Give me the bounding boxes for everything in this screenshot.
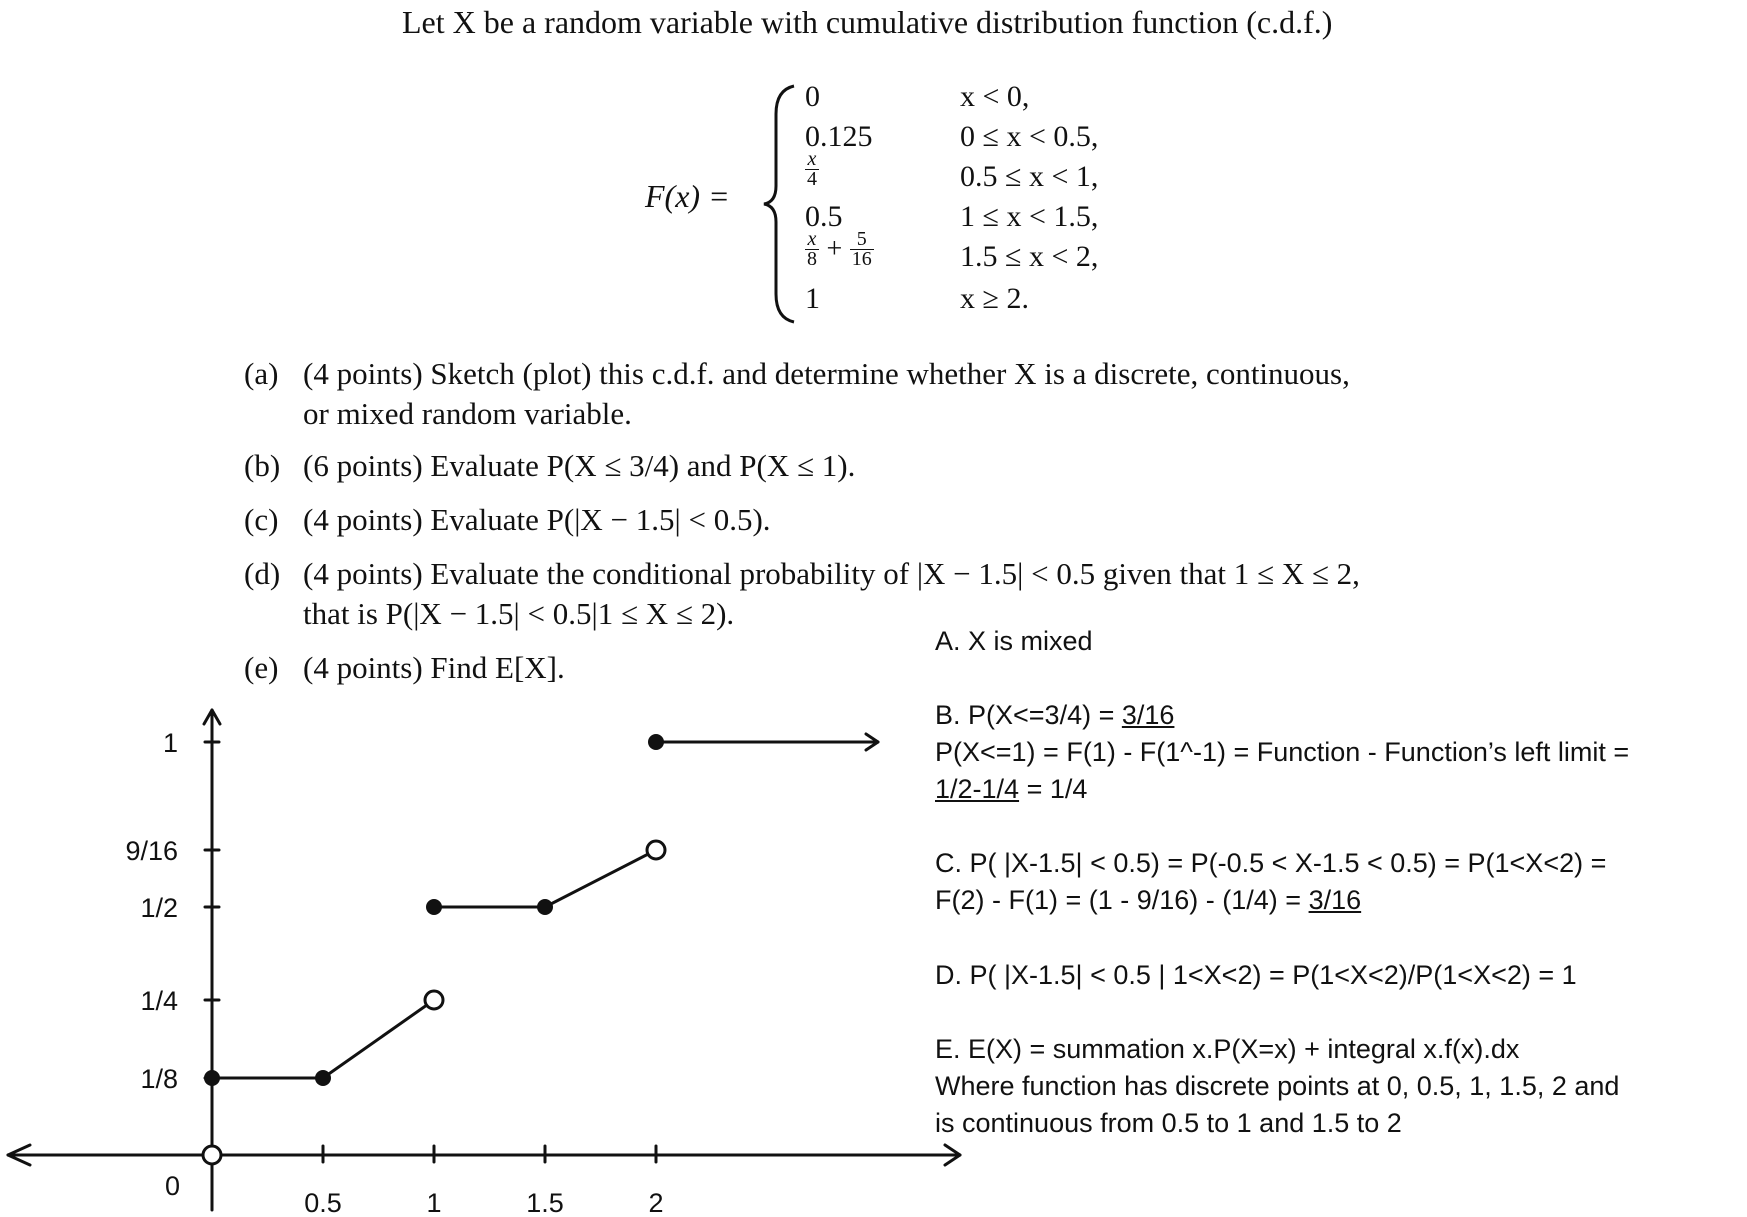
question-a	[0, 356, 1747, 436]
question-d	[0, 556, 1747, 636]
question-a-line2: or mixed random variable.	[303, 396, 632, 431]
cdf-sketch-chart	[0, 700, 980, 1217]
question-e-line1: (4 points) Find E[X].	[303, 650, 565, 685]
answer-b-line2: P(X<=1) = F(1) - F(1^-1) = Function - Function’s left limit =	[935, 737, 1630, 767]
chart-axes	[8, 710, 960, 1210]
y-tick-label: 1/4	[140, 986, 178, 1016]
segment-ramp-x-over-8	[545, 850, 656, 907]
case-condition-2: 0 ≤ x < 0.5,	[960, 120, 1099, 153]
question-e	[0, 650, 900, 690]
question-e-label: (e)	[244, 650, 279, 685]
cases-brace	[760, 84, 800, 324]
case-value-5: $\frac{x}{8}$ + $\frac{5}{16}$	[807, 228, 872, 270]
case-condition-4: 1 ≤ x < 1.5,	[960, 200, 1099, 233]
cdf-label: F(x) =	[645, 178, 730, 214]
problem-intro: Let X be a random variable with cumulative distribution function (c.d.f.)	[402, 4, 1333, 40]
answer-c-result: 3/16	[1308, 885, 1362, 915]
answer-b-result: 3/16	[1121, 700, 1175, 730]
question-c-label: (c)	[244, 502, 279, 537]
question-d-line1: (4 points) Evaluate the conditional probability of |X − 1.5| < 0.5 given that 1 ≤ X ≤ 2,	[303, 556, 1360, 591]
case-value-4: 0.5	[805, 200, 843, 233]
closed-point	[426, 899, 442, 915]
closed-point	[537, 899, 553, 915]
y-tick-label: 1/8	[140, 1064, 178, 1094]
case-condition-5: 1.5 ≤ x < 2,	[960, 240, 1099, 273]
question-b	[0, 448, 1747, 488]
open-point	[647, 841, 665, 859]
x-tick-label: 1	[426, 1188, 442, 1217]
question-c-line1: (4 points) Evaluate P(|X − 1.5| < 0.5).	[303, 502, 771, 537]
y-tick-label: 0	[164, 1171, 180, 1201]
question-a-label: (a)	[244, 356, 279, 391]
open-point	[203, 1146, 221, 1164]
case-value-3: $\frac{x}{4}$	[807, 148, 817, 190]
answer-d: D. P( |X-1.5| < 0.5 | 1<X<2) = P(1<X<2)/P(1<X<2) = 1	[935, 960, 1577, 990]
chart-ticks	[125, 728, 663, 1217]
question-c	[0, 502, 1747, 542]
answer-c-line1: C. P( |X-1.5| < 0.5) = P(-0.5 < X-1.5 < 0.5) = P(1<X<2) =	[935, 848, 1607, 878]
x-tick-label: 2	[648, 1188, 664, 1217]
y-tick-label: 1	[162, 728, 178, 758]
question-a-line1: (4 points) Sketch (plot) this c.d.f. and determine whether X is a discrete, continuous,	[303, 356, 1350, 391]
x-tick-label: 1.5	[526, 1188, 564, 1217]
case-condition-3: 0.5 ≤ x < 1,	[960, 160, 1099, 193]
open-point	[425, 991, 443, 1009]
segment-ramp-x-over-4	[323, 1000, 434, 1078]
answer-e-line1: E. E(X) = summation x.P(X=x) + integral x.f(x).dx	[935, 1034, 1520, 1064]
question-b-line1: (6 points) Evaluate P(X ≤ 3/4) and P(X ≤ 1).	[303, 448, 856, 483]
chart-points	[203, 734, 665, 1164]
case-value-6: 1	[805, 282, 820, 315]
case-value-1: 0	[805, 80, 820, 113]
closed-point	[204, 1070, 220, 1086]
answer-c-line2: F(2) - F(1) = (1 - 9/16) - (1/4) = 3/16	[935, 885, 1362, 915]
case-value-2: 0.125	[805, 120, 873, 153]
answer-b-line1: B. P(X<=3/4) = 3/16	[935, 700, 1175, 730]
case-condition-1: x < 0,	[960, 80, 1030, 113]
answer-b-line3: 1/2-1/4 = 1/4	[935, 774, 1088, 804]
answer-e-line3: is continuous from 0.5 to 1 and 1.5 to 2	[935, 1108, 1402, 1138]
question-d-line2: that is P(|X − 1.5| < 0.5|1 ≤ X ≤ 2).	[303, 596, 735, 631]
x-tick-label: 0.5	[304, 1188, 342, 1217]
y-tick-label: 1/2	[140, 893, 178, 923]
question-b-label: (b)	[244, 448, 281, 483]
question-d-label: (d)	[244, 556, 281, 591]
answer-a: A. X is mixed	[935, 626, 1093, 656]
y-tick-label: 9/16	[125, 836, 178, 866]
closed-point	[315, 1070, 331, 1086]
case-condition-6: x ≥ 2.	[960, 282, 1029, 315]
closed-point	[648, 734, 664, 750]
answer-e-line2: Where function has discrete points at 0, 0.5, 1, 1.5, 2 and	[935, 1071, 1620, 1101]
